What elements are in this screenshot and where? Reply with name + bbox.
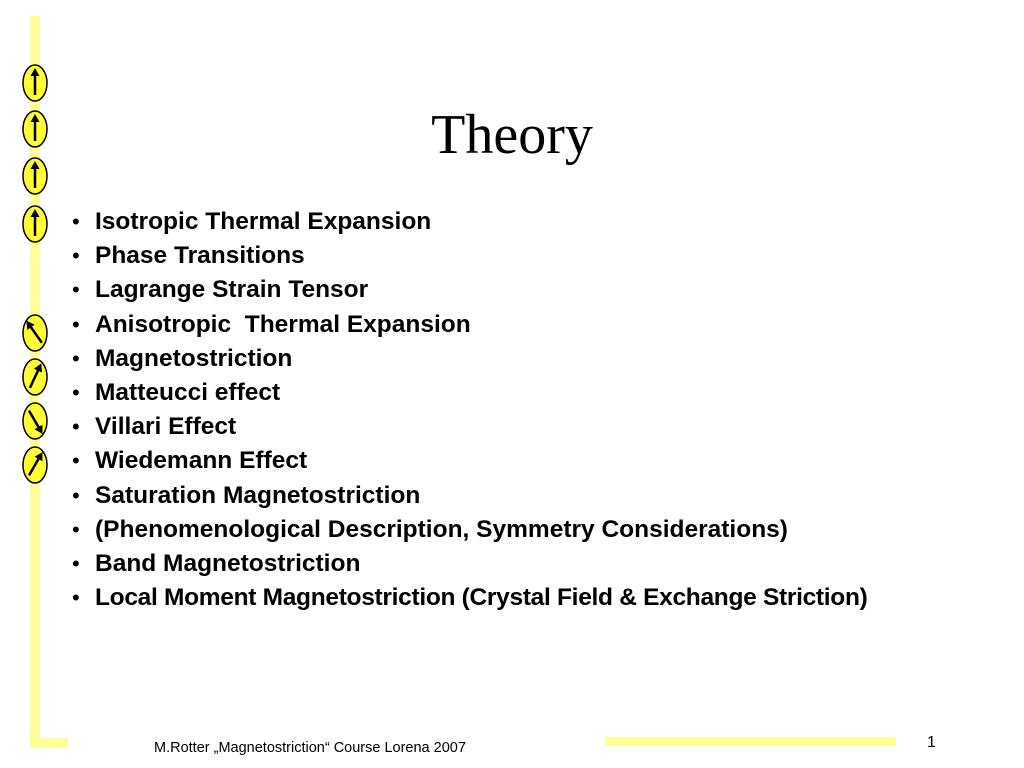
arrow-up-icon — [20, 63, 50, 103]
bullet-marker: • — [72, 482, 80, 508]
list-item-text: Wiedemann Effect — [95, 447, 308, 475]
bullet-marker: • — [72, 585, 80, 611]
list-item — [72, 342, 867, 376]
bullet-marker: • — [72, 448, 80, 474]
list-item — [72, 581, 867, 615]
list-item — [72, 547, 867, 581]
footer-credit: M.Rotter „Magnetostriction“ Course Lorena 2007 — [154, 740, 466, 756]
bullet-marker: • — [72, 379, 80, 405]
decorative-bottom-right-bar — [605, 737, 896, 746]
bullet-marker: • — [72, 209, 80, 234]
list-item-text: Lagrange Strain Tensor — [95, 276, 369, 304]
list-item-text: Phase Transitions — [95, 242, 305, 270]
bullet-marker: • — [72, 516, 80, 542]
bullet-marker: • — [72, 277, 80, 303]
list-item-text: Local Moment Magnetostriction (Crystal Field & Exchange Striction) — [95, 584, 868, 612]
list-item-text: Matteucci effect — [95, 378, 281, 406]
arrow-down-right-icon — [20, 401, 50, 441]
list-item — [72, 239, 867, 273]
list-item — [72, 410, 867, 444]
list-item — [72, 479, 867, 513]
bullet-marker: • — [72, 311, 80, 337]
list-item — [72, 308, 867, 342]
slide-number: 1 — [927, 734, 936, 751]
list-item-text: (Phenomenological Description, Symmetry Considerations) — [95, 515, 788, 543]
bullet-list — [72, 205, 867, 615]
list-item-text: Villari Effect — [95, 413, 237, 441]
list-item — [72, 444, 867, 478]
bullet-marker: • — [72, 345, 80, 371]
arrow-up-left-icon — [20, 313, 50, 353]
decorative-bottom-left-bar — [30, 738, 68, 748]
list-item-text: Band Magnetostriction — [95, 549, 361, 577]
bullet-marker: • — [72, 243, 80, 269]
arrow-up-right-icon — [20, 445, 50, 485]
arrow-up-icon — [20, 204, 50, 244]
list-item — [72, 376, 867, 410]
list-item-text: Isotropic Thermal Expansion — [95, 208, 432, 235]
arrow-up-right-icon — [20, 357, 50, 397]
slide-title: Theory — [431, 104, 593, 166]
list-item — [72, 273, 867, 307]
bullet-marker: • — [72, 550, 80, 576]
list-item-text: Magnetostriction — [95, 344, 293, 372]
list-item-text: Saturation Magnetostriction — [95, 481, 421, 509]
list-item-text: Anisotropic Thermal Expansion — [95, 310, 471, 338]
list-item — [72, 513, 867, 547]
bullet-marker: • — [72, 414, 80, 440]
list-item — [72, 205, 867, 239]
